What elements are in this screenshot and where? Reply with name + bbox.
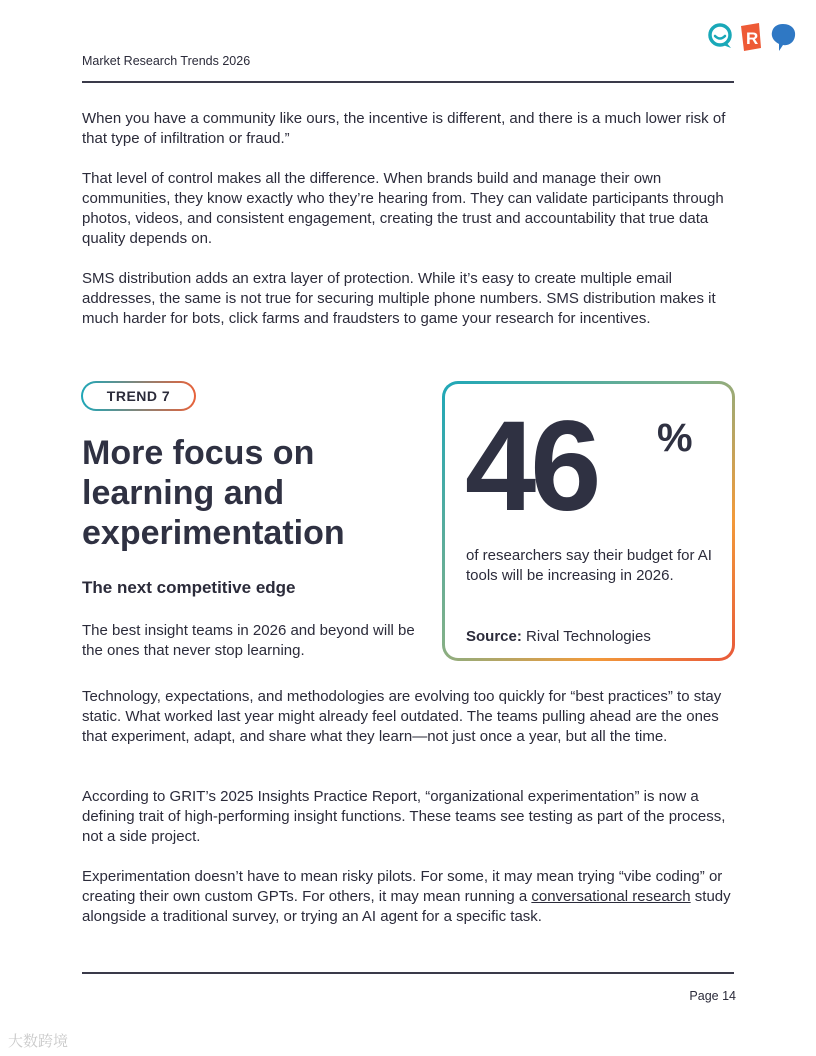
- brand-logos: [706, 20, 798, 56]
- stat-number: 46: [465, 395, 596, 538]
- section-subheading: The next competitive edge: [82, 578, 296, 597]
- header-divider: [82, 81, 734, 83]
- trend-pill: [81, 381, 196, 411]
- body-paragraph-4: Technology, expectations, and methodologies are evolving too quickly for “best practices” to stay static. What worked last year might already feel outdated. The teams pulling ahead are the ones that experiment, adapt, and share what they learn—not just once a year, but all the time.: [82, 688, 722, 745]
- stat-description: of researchers say their budget for AI tools will be increasing in 2026.: [466, 547, 712, 584]
- page-number: Page 14: [689, 989, 736, 1003]
- body-paragraph-5: According to GRIT’s 2025 Insights Practice Report, “organizational experimentation” is now a defining trait of high-performing insight functions. These teams see testing as part of the process, not a side project.: [82, 788, 726, 845]
- section-title: More focus on learning and experimentation: [82, 434, 345, 552]
- section-intro: The best insight teams in 2026 and beyond will be the ones that never stop learning.: [82, 622, 415, 659]
- r-badge-icon: [741, 23, 761, 51]
- chat-smile-icon: [710, 25, 731, 48]
- page-header-title: Market Research Trends 2026: [82, 54, 251, 68]
- conversational-research-link[interactable]: conversational research: [531, 888, 691, 905]
- stat-source: [466, 627, 651, 647]
- trend-pill-label: TREND 7: [83, 383, 194, 409]
- speech-bubble-icon: [772, 24, 795, 51]
- watermark: 大数跨境: [8, 1032, 69, 1050]
- paragraph-6-text-after: study alongside a traditional survey, or trying an AI agent for a specific task.: [82, 888, 731, 925]
- body-paragraph-3: SMS distribution adds an extra layer of protection. While it’s easy to create multiple email addresses, the same is not true for securing multiple phone numbers. SMS distribution makes it much harder for bots, click farms and fraudsters to game your research for incentives.: [82, 270, 716, 327]
- stat-callout-card: [442, 381, 735, 661]
- body-paragraph-6: [82, 867, 737, 927]
- body-paragraph-1: When you have a community like ours, the incentive is different, and there is a much lower risk of that type of infiltration or fraud.”: [82, 110, 726, 147]
- stat-source-value: Rival Technologies: [526, 628, 651, 645]
- stat-percent-sign: %: [657, 416, 693, 460]
- svg-text:R: R: [746, 29, 759, 48]
- stat-card-inner: [445, 384, 732, 658]
- paragraph-6-text-before: Experimentation doesn’t have to mean risky pilots. For some, it may mean trying “vibe coding” or creating their own custom GPTs. For others, it may mean running a: [82, 868, 723, 905]
- body-paragraph-2: That level of control makes all the difference. When brands build and manage their own communities, they know exactly who they’re hearing from. They can validate participants through photos, videos, and consistent engagement, creating the trust and accountability that true data quality depends on.: [82, 170, 724, 247]
- footer-divider: [82, 972, 734, 974]
- stat-source-label: Source:: [466, 628, 522, 645]
